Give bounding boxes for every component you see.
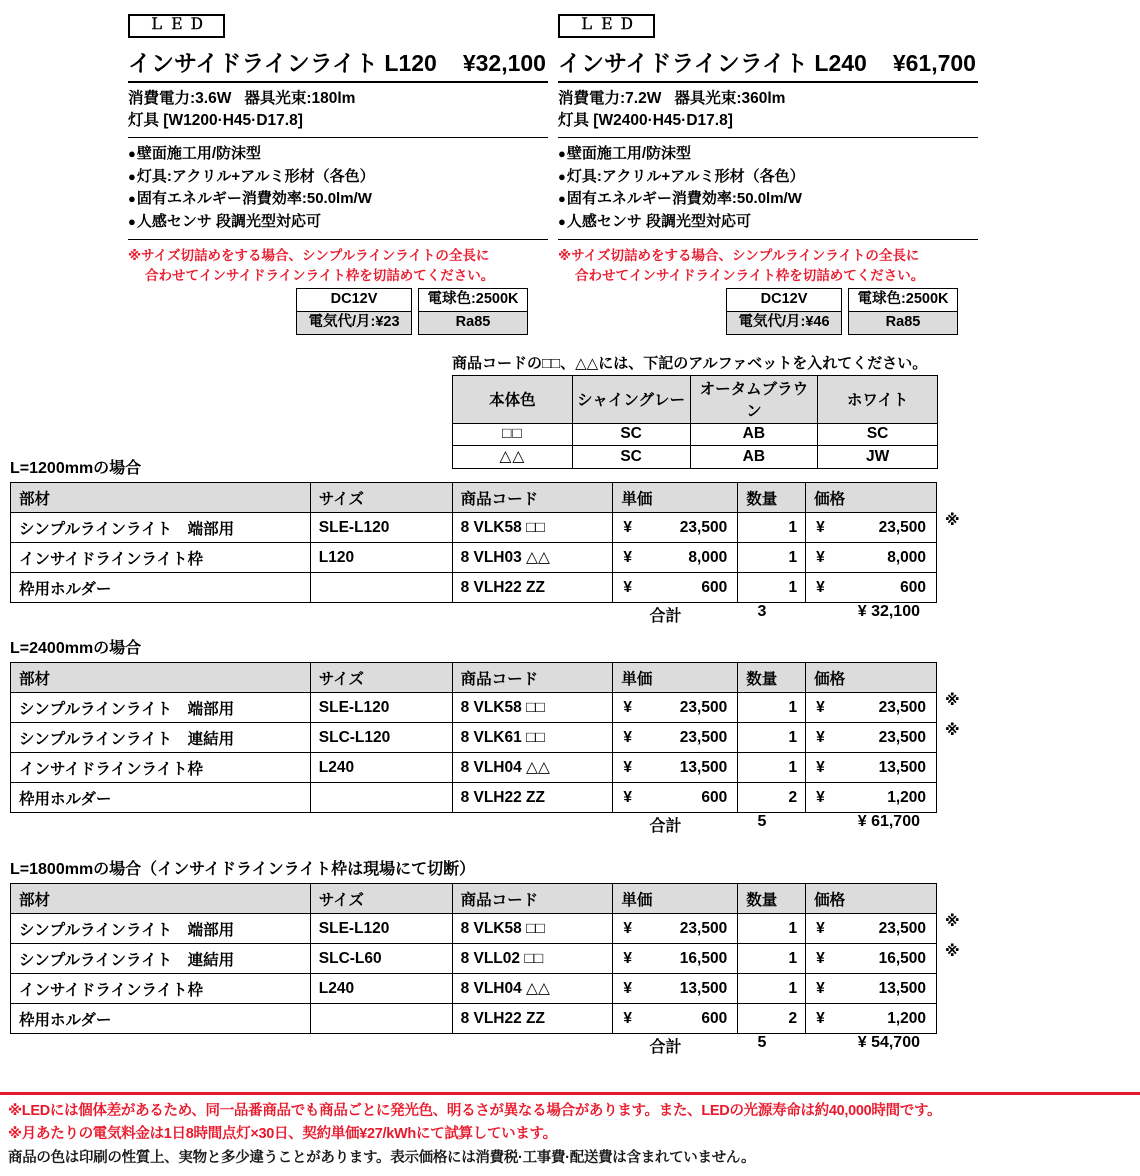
product-title-row — [558, 45, 978, 83]
cell-part: 枠用ホルダー — [11, 783, 311, 813]
cell-part: シンプルラインライト 連結用 — [11, 723, 311, 753]
alpha-symbol-square: □□ — [453, 424, 573, 446]
bullet-item: ● 固有エネルギー消費効率:50.0lm/W — [128, 188, 548, 211]
cell-part: シンプルラインライト 端部用 — [11, 513, 311, 543]
yen-symbol: ¥ — [816, 698, 825, 716]
bullet-item: ● 灯具:アクリル+アルミ形材（各色） — [128, 166, 548, 189]
cell-qty: 2 — [738, 1004, 806, 1034]
cell-unit-price — [613, 753, 738, 783]
chip-group-voltage — [296, 288, 412, 335]
yen-value: 13,500 — [878, 979, 926, 997]
cell-unit-price — [613, 543, 738, 573]
warning-line-2: 合わせてインサイドラインライト枠を切詰めてください。 — [145, 267, 495, 283]
cell-code: 8 VLK58 □□ — [452, 914, 613, 944]
cell-part: シンプルラインライト 連結用 — [11, 944, 311, 974]
yen-symbol: ¥ — [816, 518, 825, 536]
yen-value: 600 — [701, 578, 728, 596]
cell-qty: 1 — [738, 543, 806, 573]
section-title: L=1200mmの場合 — [10, 460, 142, 477]
alpha-cell: SC — [572, 424, 690, 446]
table-row — [11, 723, 937, 753]
yen-value: 23,500 — [679, 518, 728, 536]
cell-size: SLE-L120 — [310, 914, 452, 944]
cell-size: SLC-L60 — [310, 944, 452, 974]
cell-code: 8 VLK58 □□ — [452, 513, 613, 543]
section-title: L=1800mmの場合（インサイドラインライト枠は現場にて切断） — [10, 861, 476, 878]
cell-part: 枠用ホルダー — [11, 573, 311, 603]
bullet-item: ● 人感センサ 段調光型対応可 — [558, 211, 978, 234]
table-header-row — [11, 483, 937, 513]
cell-part: シンプルラインライト 端部用 — [11, 914, 311, 944]
yen-value: 23,500 — [679, 919, 728, 937]
table-row — [11, 543, 937, 573]
yen-symbol: ¥ — [816, 979, 825, 997]
total-qty: 5 — [757, 1034, 767, 1051]
cell-price — [806, 1004, 937, 1034]
cell-part: インサイドラインライト枠 — [11, 543, 311, 573]
product-price: ¥32,100 — [462, 49, 546, 76]
yen-symbol: ¥ — [816, 728, 825, 746]
alpha-header-cell: オータムブラウン — [690, 376, 818, 424]
chip-group-color — [418, 288, 528, 335]
total-value: ¥ 32,100 — [857, 603, 920, 620]
cell-size — [310, 783, 452, 813]
product-warning — [558, 246, 978, 284]
cell-qty: 1 — [738, 753, 806, 783]
col-header-part: 部材 — [11, 663, 311, 693]
yen-value: 13,500 — [679, 979, 728, 997]
parts-section-2400 — [10, 635, 1010, 835]
col-header-unit-price: 単価 — [613, 663, 738, 693]
col-header-price: 価格 — [806, 483, 937, 513]
cell-size: SLE-L120 — [310, 693, 452, 723]
cell-part: インサイドラインライト枠 — [11, 753, 311, 783]
cell-size: SLC-L120 — [310, 723, 452, 753]
chip-group-voltage — [726, 288, 842, 335]
row-asterisk-note: ※ — [945, 722, 960, 739]
cell-qty: 1 — [738, 914, 806, 944]
cell-unit-price — [613, 783, 738, 813]
cell-price — [806, 914, 937, 944]
cell-size: L240 — [310, 974, 452, 1004]
product-bullets — [558, 143, 978, 240]
parts-section-1800 — [10, 856, 1010, 1056]
cell-unit-price — [613, 723, 738, 753]
total-value: ¥ 54,700 — [857, 1034, 920, 1051]
spec-line-1 — [558, 88, 978, 111]
chip-color-temp: 電球色:2500K — [848, 288, 958, 312]
cell-unit-price — [613, 513, 738, 543]
spec-chips-l240 — [726, 288, 958, 335]
cell-qty: 2 — [738, 783, 806, 813]
chip-cri: Ra85 — [418, 312, 528, 335]
col-header-unit-price: 単価 — [613, 483, 738, 513]
alpha-cell: AB — [690, 424, 818, 446]
col-header-code: 商品コード — [452, 483, 613, 513]
yen-symbol: ¥ — [623, 518, 633, 536]
yen-symbol: ¥ — [623, 728, 633, 746]
total-value: ¥ 61,700 — [857, 813, 920, 830]
spec-flux: 器具光束:180lm — [244, 89, 356, 107]
col-header-size: サイズ — [310, 884, 452, 914]
alphabet-instruction: 商品コードの□□、△△には、下記のアルファベットを入れてください。 — [452, 355, 928, 372]
product-bullets — [128, 143, 548, 240]
cell-part: インサイドラインライト枠 — [11, 974, 311, 1004]
cell-unit-price — [613, 974, 738, 1004]
col-header-size: サイズ — [310, 663, 452, 693]
yen-symbol: ¥ — [623, 578, 633, 596]
yen-symbol: ¥ — [623, 979, 633, 997]
yen-symbol: ¥ — [816, 919, 825, 937]
product-name: インサイドラインライト L240 — [558, 49, 867, 76]
cell-unit-price — [613, 573, 738, 603]
cell-code: 8 VLH03 △△ — [452, 543, 613, 573]
col-header-price: 価格 — [806, 884, 937, 914]
yen-symbol: ¥ — [816, 548, 825, 566]
cell-qty: 1 — [738, 974, 806, 1004]
cell-qty: 1 — [738, 693, 806, 723]
row-asterisk-note: ※ — [945, 913, 960, 930]
cell-code: 8 VLL02 □□ — [452, 944, 613, 974]
cell-code: 8 VLK58 □□ — [452, 693, 613, 723]
row-asterisk-note: ※ — [945, 943, 960, 960]
alpha-cell: SC — [572, 446, 690, 469]
yen-symbol: ¥ — [816, 788, 825, 806]
col-header-code: 商品コード — [452, 884, 613, 914]
cell-code: 8 VLH22 ZZ — [452, 573, 613, 603]
col-header-qty: 数量 — [738, 884, 806, 914]
parts-table — [10, 482, 937, 603]
section-title: L=2400mmの場合 — [10, 640, 142, 657]
warning-line-2: 合わせてインサイドラインライト枠を切詰めてください。 — [575, 267, 925, 283]
row-asterisk-note: ※ — [945, 692, 960, 709]
total-label: 合計 — [649, 608, 682, 625]
cell-price — [806, 783, 937, 813]
yen-symbol: ¥ — [623, 788, 633, 806]
table-header-row — [11, 884, 937, 914]
product-block-l120 — [128, 14, 548, 285]
alpha-header-cell: 本体色 — [453, 376, 573, 424]
cell-price — [806, 543, 937, 573]
cell-part: 枠用ホルダー — [11, 1004, 311, 1034]
alpha-cell: AB — [690, 446, 818, 469]
bullet-item: ● 固有エネルギー消費効率:50.0lm/W — [558, 188, 978, 211]
alpha-header-cell: シャイングレー — [572, 376, 690, 424]
bullet-item: ● 壁面施工用/防沫型 — [128, 143, 548, 166]
chip-cri: Ra85 — [848, 312, 958, 335]
product-spec-lines — [128, 88, 548, 139]
yen-value: 8,000 — [887, 548, 926, 566]
chip-voltage: DC12V — [296, 288, 412, 312]
yen-value: 13,500 — [679, 758, 728, 776]
col-header-qty: 数量 — [738, 483, 806, 513]
yen-value: 16,500 — [679, 949, 728, 967]
cell-qty: 1 — [738, 944, 806, 974]
chip-color-temp: 電球色:2500K — [418, 288, 528, 312]
col-header-unit-price: 単価 — [613, 884, 738, 914]
spec-line-1 — [128, 88, 548, 111]
chip-voltage: DC12V — [726, 288, 842, 312]
yen-value: 23,500 — [878, 698, 926, 716]
table-row — [11, 513, 937, 543]
total-row — [603, 813, 927, 836]
yen-value: 600 — [701, 788, 728, 806]
product-block-l240 — [558, 14, 978, 285]
cell-code: 8 VLK61 □□ — [452, 723, 613, 753]
spec-flux: 器具光束:360lm — [674, 89, 786, 107]
table-row — [11, 693, 937, 723]
cell-unit-price — [613, 693, 738, 723]
warning-line-1: ※サイズ切詰めをする場合、シンプルラインライトの全長に — [558, 248, 920, 264]
footer-note-3: 商品の色は印刷の性質上、実物と多少違うことがあります。表示価格には消費税·工事費·配送費は含まれていません。 — [8, 1149, 756, 1166]
chip-electricity-cost: 電気代/月:¥23 — [296, 312, 412, 335]
cell-price — [806, 974, 937, 1004]
col-header-part: 部材 — [11, 884, 311, 914]
footer-note-2: ※月あたりの電気料金は1日8時間点灯×30日、契約単価¥27/kWhにて試算しています。 — [8, 1126, 557, 1143]
total-label: 合計 — [649, 1039, 682, 1056]
cell-part: シンプルラインライト 端部用 — [11, 693, 311, 723]
parts-table — [10, 662, 937, 813]
col-header-size: サイズ — [310, 483, 452, 513]
parts-section-1200 — [10, 455, 1010, 625]
total-row — [603, 603, 927, 626]
col-header-part: 部材 — [11, 483, 311, 513]
cell-unit-price — [613, 1004, 738, 1034]
cell-code: 8 VLH04 △△ — [452, 753, 613, 783]
col-header-qty: 数量 — [738, 663, 806, 693]
yen-symbol: ¥ — [623, 919, 633, 937]
led-badge: ＬＥＤ — [558, 14, 655, 38]
product-title-row — [128, 45, 548, 83]
total-label: 合計 — [649, 818, 682, 835]
table-row — [11, 974, 937, 1004]
alpha-symbol-triangle: △△ — [453, 446, 573, 469]
footer-notes — [0, 1092, 1140, 1176]
table-row — [11, 753, 937, 783]
yen-value: 1,200 — [887, 1009, 926, 1027]
cell-code: 8 VLH22 ZZ — [452, 783, 613, 813]
yen-value: 23,500 — [878, 919, 926, 937]
yen-value: 600 — [701, 1009, 728, 1027]
yen-symbol: ¥ — [623, 698, 633, 716]
yen-value: 23,500 — [679, 728, 728, 746]
product-price: ¥61,700 — [892, 49, 976, 76]
cell-size — [310, 573, 452, 603]
row-asterisk-note: ※ — [945, 512, 960, 529]
parts-table — [10, 883, 937, 1034]
spec-power: 消費電力:3.6W — [128, 89, 232, 107]
cell-code: 8 VLH04 △△ — [452, 974, 613, 1004]
yen-symbol: ¥ — [816, 1009, 825, 1027]
bullet-item: ● 灯具:アクリル+アルミ形材（各色） — [558, 166, 978, 189]
cell-size: L120 — [310, 543, 452, 573]
table-row — [453, 424, 938, 446]
yen-symbol: ¥ — [816, 578, 825, 596]
yen-value: 16,500 — [878, 949, 926, 967]
table-header-row — [453, 376, 938, 424]
total-qty: 5 — [757, 813, 767, 830]
total-qty: 3 — [757, 603, 767, 620]
cell-qty: 1 — [738, 723, 806, 753]
cell-qty: 1 — [738, 573, 806, 603]
bullet-item: ● 壁面施工用/防沫型 — [558, 143, 978, 166]
col-header-price: 価格 — [806, 663, 937, 693]
table-row — [11, 914, 937, 944]
yen-symbol: ¥ — [623, 548, 633, 566]
cell-size: L240 — [310, 753, 452, 783]
cell-price — [806, 513, 937, 543]
spec-chips-l120 — [296, 288, 528, 335]
cell-size — [310, 1004, 452, 1034]
alpha-cell: JW — [818, 446, 938, 469]
yen-symbol: ¥ — [623, 758, 633, 776]
yen-value: 23,500 — [878, 728, 926, 746]
warning-line-1: ※サイズ切詰めをする場合、シンプルラインライトの全長に — [128, 248, 490, 264]
cell-price — [806, 753, 937, 783]
product-spec-lines — [558, 88, 978, 139]
yen-value: 13,500 — [878, 758, 926, 776]
yen-value: 23,500 — [878, 518, 926, 536]
cell-price — [806, 944, 937, 974]
alpha-cell: SC — [818, 424, 938, 446]
product-name: インサイドラインライト L120 — [128, 49, 437, 76]
spec-power: 消費電力:7.2W — [558, 89, 662, 107]
cell-unit-price — [613, 914, 738, 944]
led-badge: ＬＥＤ — [128, 14, 225, 38]
yen-value: 8,000 — [688, 548, 728, 566]
bullet-item: ● 人感センサ 段調光型対応可 — [128, 211, 548, 234]
alpha-header-cell: ホワイト — [818, 376, 938, 424]
table-row — [11, 1004, 937, 1034]
table-row — [11, 783, 937, 813]
table-header-row — [11, 663, 937, 693]
cell-price — [806, 723, 937, 753]
table-row — [11, 944, 937, 974]
cell-code: 8 VLH22 ZZ — [452, 1004, 613, 1034]
cell-price — [806, 573, 937, 603]
cell-unit-price — [613, 944, 738, 974]
table-row — [11, 573, 937, 603]
yen-symbol: ¥ — [623, 1009, 633, 1027]
spec-fixture: 灯具 [W1200·H45·D17.8] — [128, 112, 303, 130]
yen-value: 1,200 — [887, 788, 926, 806]
cell-price — [806, 693, 937, 723]
footer-note-1: ※LEDには個体差があるため、同一品番商品でも商品ごとに発光色、明るさが異なる場合があります。また、LEDの光源寿命は約40,000時間です。 — [8, 1103, 942, 1119]
cell-size: SLE-L120 — [310, 513, 452, 543]
product-warning — [128, 246, 548, 284]
chip-electricity-cost: 電気代/月:¥46 — [726, 312, 842, 335]
yen-symbol: ¥ — [816, 758, 825, 776]
total-row — [603, 1034, 927, 1057]
yen-value: 23,500 — [679, 698, 728, 716]
yen-symbol: ¥ — [623, 949, 633, 967]
col-header-code: 商品コード — [452, 663, 613, 693]
cell-qty: 1 — [738, 513, 806, 543]
chip-group-color — [848, 288, 958, 335]
yen-value: 600 — [900, 578, 926, 596]
yen-symbol: ¥ — [816, 949, 825, 967]
spec-fixture: 灯具 [W2400·H45·D17.8] — [558, 112, 733, 130]
